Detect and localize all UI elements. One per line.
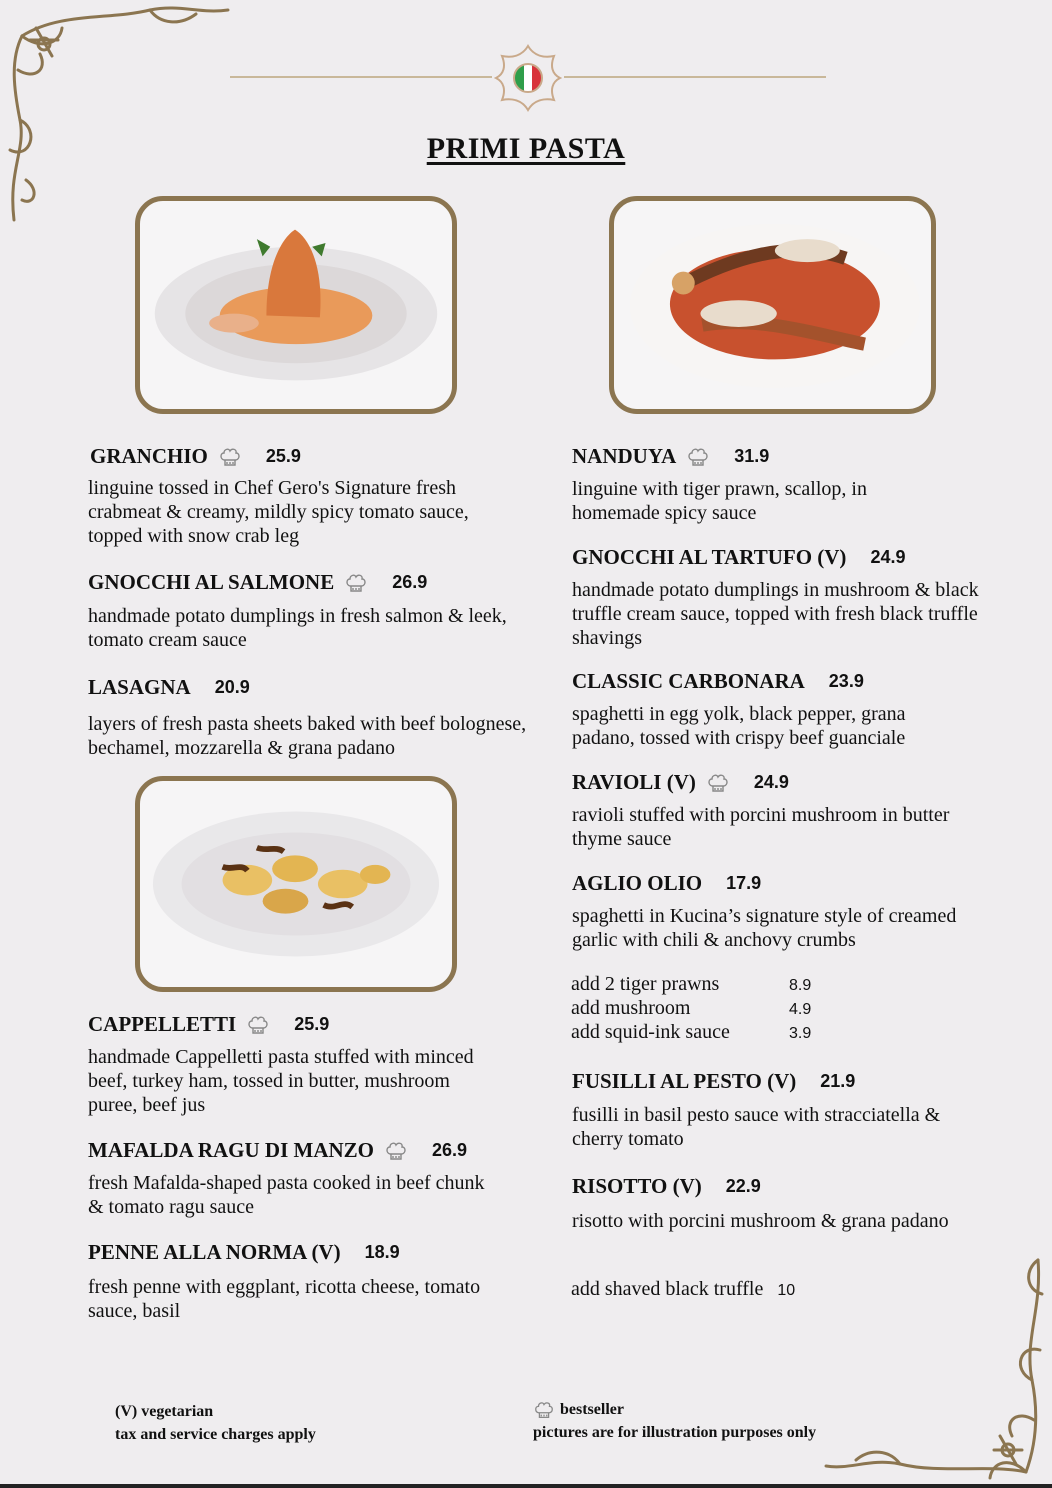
dish-photo-cappelletti: [135, 776, 457, 992]
dish-price: 25.9: [294, 1014, 330, 1034]
dish-description-classic-carbonara: spaghetti in egg yolk, black pepper, grana padano, tossed with crispy beef guanciale: [572, 703, 906, 749]
dish-price: 23.9: [828, 671, 864, 691]
dish-title-aglio-olio: [572, 871, 761, 896]
footer-legend-right: [533, 1398, 816, 1444]
dish-price: 18.9: [364, 1242, 400, 1262]
addon-price: 8.9: [789, 977, 812, 994]
dish-name: AGLIO OLIO: [572, 871, 703, 895]
dish-name: CAPPELLETTI: [88, 1012, 237, 1036]
chef-hat-bestseller-icon: [218, 445, 242, 469]
dish-name: RAVIOLI (V): [572, 770, 696, 794]
dish-description-granchio: linguine tossed in Chef Gero's Signature fresh crabmeat & creamy, mildly spicy tomato sauce, topped with snow crab leg: [88, 477, 469, 547]
dish-price: 31.9: [734, 446, 770, 466]
dish-title-fusilli-al-pesto: [572, 1069, 855, 1094]
pictures-note: pictures are for illustration purposes only: [533, 1424, 817, 1441]
chef-hat-bestseller-icon: [706, 771, 730, 795]
dish-title-mafalda-ragu-di-manzo: [88, 1138, 467, 1163]
dish-description-fusilli-al-pesto: fusilli in basil pesto sauce with stracciatella & cherry tomato: [572, 1104, 941, 1150]
dish-name: GRANCHIO: [90, 444, 208, 468]
dish-name: FUSILLI AL PESTO (V): [572, 1069, 797, 1093]
dish-description-gnocchi-al-salmone: handmade potato dumplings in fresh salmon & leek, tomato cream sauce: [88, 605, 507, 651]
dish-price: 22.9: [725, 1176, 761, 1196]
addon-label: add 2 tiger prawns: [571, 973, 720, 995]
addon-price: 4.9: [789, 1001, 812, 1018]
chef-hat-bestseller-icon: [344, 571, 368, 595]
chef-hat-bestseller-icon: [686, 445, 710, 469]
chef-hat-bestseller-icon: [246, 1013, 270, 1037]
dish-photo-granchio: [135, 196, 457, 414]
dish-title-nanduya: [572, 444, 769, 469]
dish-name: GNOCCHI AL TARTUFO (V): [572, 545, 847, 569]
dish-name: NANDUYA: [572, 444, 677, 468]
dish-name: PENNE ALLA NORMA (V): [88, 1240, 341, 1264]
dish-description-penne-alla-norma: fresh penne with eggplant, ricotta cheese, tomato sauce, basil: [88, 1276, 481, 1322]
corner-ornament-bottom-right-icon: [820, 1250, 1052, 1484]
dish-photo-nanduya: [609, 196, 936, 414]
dish-description-risotto: risotto with porcini mushroom & grana padano: [572, 1210, 949, 1232]
addon-row: [571, 1021, 811, 1047]
addon-row: [571, 997, 811, 1023]
dish-title-penne-alla-norma: [88, 1240, 400, 1265]
addon-label: add squid-ink sauce: [571, 1021, 730, 1043]
dish-name: MAFALDA RAGU DI MANZO: [88, 1138, 375, 1162]
dish-title-gnocchi-al-tartufo: [572, 545, 905, 570]
dish-description-mafalda-ragu-di-manzo: fresh Mafalda-shaped pasta cooked in beef chunk & tomato ragu sauce: [88, 1172, 485, 1218]
addon-price: 10: [777, 1282, 796, 1299]
dish-title-risotto: [572, 1174, 761, 1199]
dish-name: LASAGNA: [88, 675, 191, 699]
addon-row: [571, 973, 811, 999]
dish-description-lasagna: layers of fresh pasta sheets baked with beef bolognese, bechamel, mozzarella & grana padano: [88, 713, 527, 759]
page-title: PRIMI PASTA: [426, 132, 626, 165]
header-rule-left: [230, 76, 492, 78]
tax-note: tax and service charges apply: [115, 1426, 316, 1443]
dish-title-gnocchi-al-salmone: [88, 570, 427, 595]
dish-title-ravioli: [572, 770, 789, 795]
dish-description-ravioli: ravioli stuffed with porcini mushroom in butter thyme sauce: [572, 804, 950, 850]
dish-price: 21.9: [820, 1071, 856, 1091]
bottom-border: [0, 1484, 1052, 1488]
dish-description-aglio-olio: spaghetti in Kucina’s signature style of creamed garlic with chili & anchovy crumbs: [572, 905, 957, 951]
dish-title-cappelletti: [88, 1012, 329, 1037]
addon-label: add mushroom: [571, 997, 691, 1019]
header-rule-right: [564, 76, 826, 78]
dish-price: 20.9: [214, 677, 250, 697]
dish-name: RISOTTO (V): [572, 1174, 702, 1198]
dish-title-granchio: [90, 444, 301, 469]
dish-name: GNOCCHI AL SALMONE: [88, 570, 335, 594]
addon-row-black-truffle: [571, 1278, 795, 1304]
addon-label: add shaved black truffle: [571, 1278, 764, 1300]
bestseller-note: bestseller: [560, 1401, 624, 1418]
dish-price: 26.9: [392, 572, 428, 592]
dish-description-nanduya: linguine with tiger prawn, scallop, in homemade spicy sauce: [572, 478, 867, 524]
footer-legend-left: [115, 1400, 316, 1446]
dish-price: 24.9: [870, 547, 906, 567]
dish-description-gnocchi-al-tartufo: handmade potato dumplings in mushroom & black truffle cream sauce, topped with fresh black truffle shavings: [572, 579, 979, 649]
dish-price: 25.9: [265, 446, 301, 466]
chef-hat-bestseller-icon: [384, 1139, 408, 1163]
dish-title-lasagna: [88, 675, 250, 700]
dish-description-cappelletti: handmade Cappelletti pasta stuffed with minced beef, turkey ham, tossed in butter, mushroom puree, beef jus: [88, 1046, 474, 1116]
chef-hat-bestseller-icon: [533, 1399, 555, 1421]
addon-price: 3.9: [789, 1025, 812, 1042]
dish-title-classic-carbonara: [572, 669, 864, 694]
italian-flag-emblem-icon: [494, 44, 562, 112]
dish-name: CLASSIC CARBONARA: [572, 669, 805, 693]
vegetarian-note: (V) vegetarian: [115, 1403, 214, 1420]
dish-price: 24.9: [753, 772, 789, 792]
dish-price: 26.9: [432, 1140, 468, 1160]
dish-price: 17.9: [726, 873, 762, 893]
